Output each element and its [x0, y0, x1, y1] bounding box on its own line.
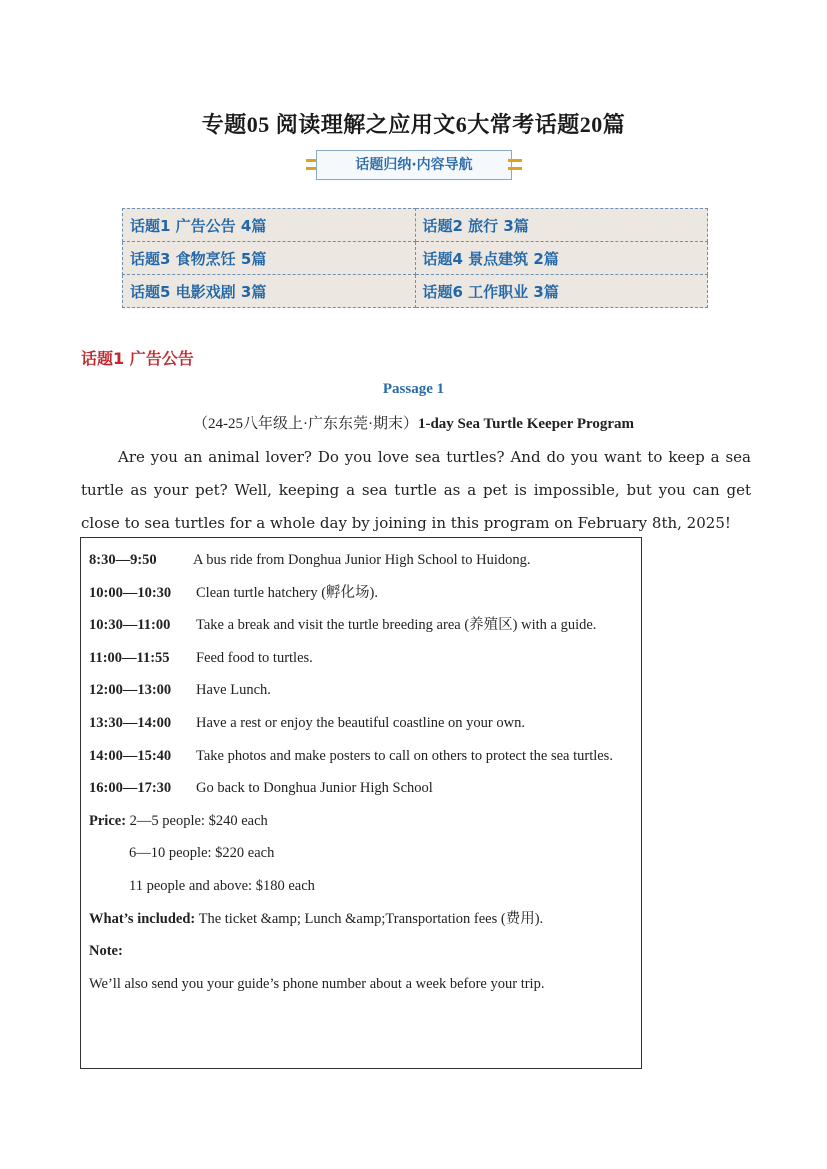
nav-banner-label: 话题归纳·内容导航	[316, 150, 512, 180]
document-title: 专题05 阅读理解之应用文6大常考话题20篇	[201, 112, 626, 137]
price-row	[89, 870, 633, 903]
price-tier: 2—5 people: $240 each	[129, 812, 268, 829]
passage-source: （24-25八年级上·广东东莞·期末）	[192, 416, 418, 432]
included-text: The ticket &amp; Lunch &amp;Transportation fees (费用).	[198, 910, 544, 927]
decor-bar-icon	[508, 159, 522, 162]
included-label: What’s included:	[89, 910, 196, 927]
schedule-time: 10:00—10:30	[89, 584, 172, 601]
schedule-activity: Go back to Donghua Junior High School	[196, 780, 433, 797]
schedule-row	[89, 740, 633, 773]
schedule-row	[89, 609, 633, 642]
price-tier: 6—10 people: $220 each	[129, 845, 275, 862]
passage-title: 1-day Sea Turtle Keeper Program	[417, 416, 635, 432]
passage-label: Passage 1	[382, 381, 445, 397]
topic-cell: 话题4 景点建筑 2篇	[415, 242, 708, 275]
topic-cell: 话题6 工作职业 3篇	[415, 275, 708, 308]
price-label: Price:	[89, 812, 127, 829]
schedule-time: 8:30—9:50	[89, 552, 157, 568]
schedule-time: 13:30—14:00	[89, 714, 172, 731]
schedule-row	[89, 772, 633, 805]
schedule-box	[80, 537, 642, 1069]
schedule-activity: Have Lunch.	[196, 682, 271, 699]
section-heading: 话题1 广告公告	[81, 349, 194, 368]
schedule-activity: Take a break and visit the turtle breeding area (养殖区) with a guide.	[196, 617, 597, 634]
schedule-row	[89, 642, 633, 675]
schedule-activity: Have a rest or enjoy the beautiful coastline on your own.	[196, 714, 525, 731]
price-row	[89, 805, 633, 838]
topic-cell: 话题1 广告公告 4篇	[123, 209, 416, 242]
schedule-row	[89, 544, 633, 577]
price-row	[89, 837, 633, 870]
topic-cell: 话题3 食物烹饪 5篇	[123, 242, 416, 275]
schedule-row	[89, 707, 633, 740]
schedule-row	[89, 577, 633, 610]
note-row	[89, 968, 633, 1001]
note-row	[89, 935, 633, 968]
schedule-time: 12:00—13:00	[89, 682, 172, 699]
note-label: Note:	[89, 943, 123, 960]
content-navigation-banner	[306, 150, 522, 182]
schedule-time: 14:00—15:40	[89, 747, 172, 764]
passage-intro: Are you an animal lover? Do you love sea turtles? And do you want to keep a sea turtle as your pet? Well, keeping a sea turtle as a pet is impossible, but you can get close to sea turtles for a whole day by joining in this program on February 8th, 2025!	[81, 448, 751, 532]
note-text: We’ll also send you your guide’s phone number about a week before your trip.	[89, 975, 545, 992]
schedule-row	[89, 674, 633, 707]
schedule-time: 10:30—11:00	[89, 617, 171, 634]
included-row	[89, 903, 633, 936]
topic-cell: 话题2 旅行 3篇	[415, 209, 708, 242]
schedule-activity: A bus ride from Donghua Junior High School to Huidong.	[193, 552, 531, 568]
passage-source-line	[0, 412, 827, 433]
price-tier: 11 people and above: $180 each	[129, 877, 315, 894]
topic-cell: 话题5 电影戏剧 3篇	[123, 275, 416, 308]
topic-index-table	[122, 208, 708, 308]
schedule-activity: Clean turtle hatchery (孵化场).	[196, 584, 378, 601]
schedule-time: 11:00—11:55	[89, 649, 170, 666]
decor-bar-icon	[508, 167, 522, 170]
schedule-activity: Take photos and make posters to call on others to protect the sea turtles.	[196, 747, 613, 764]
schedule-time: 16:00—17:30	[89, 780, 172, 797]
schedule-activity: Feed food to turtles.	[196, 649, 313, 666]
